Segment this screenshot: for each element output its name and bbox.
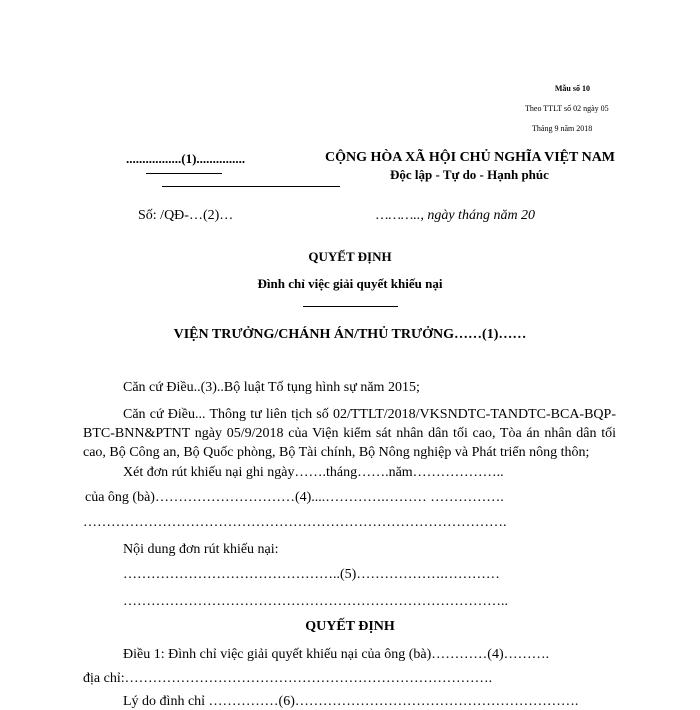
review-statement: Xét đơn rút khiếu nại ghi ngày…….tháng…….năm……………….. [123,465,504,480]
dotted-line: ………………………………………………………………………………. [83,515,507,530]
article-1: Điều 1: Đình chỉ việc giải quyết khiếu nại của ông (bà)…………(4)………. [123,647,550,662]
content-line-1: ………………………………………..(5)……………….………… [123,567,500,582]
title-underline [303,306,398,307]
form-basis: Theo TTLT số 02 ngày 05 [525,104,609,113]
complainant-line: của ông (bà)…………………………(4)....………….……… ……………. [85,490,504,505]
issuing-agency: .................(1)............... [126,151,246,166]
cut-off-line: Lý do đình chỉ ……………(6)……………………………………………………. [123,694,579,709]
form-date: Tháng 9 năm 2018 [532,124,593,133]
document-subtitle: Đình chỉ việc giải quyết khiếu nại [257,276,443,291]
national-motto: Độc lập - Tự do - Hạnh phúc [390,167,549,182]
agency-underline-long [162,186,340,187]
address-line: địa chỉ:……………………………………………………………………. [83,671,493,686]
document-number: Số: /QĐ-…(2)… [138,208,234,223]
legal-basis-1: Căn cứ Điều..(3)..Bộ luật Tố tụng hình sự năm 2015; [123,380,420,395]
content-line-2: ……………………………………………………………………….. [123,594,508,609]
legal-basis-2: Căn cứ Điều... Thông tư liên tịch số 02/TTLT/2018/VKSNDTC-TANDTC-BCA-BQP-BTC-BNN&PTNT ngày 05/9/2018 của Viện kiểm sát nhân dân tối cao, Tòa án nhân dân tối cao, Bộ Công an, Bộ Quốc phòng, Bộ Tài chính, Bộ Nông nghiệp và Phát triển nông thôn; [83,407,616,460]
content-label: Nội dung đơn rút khiếu nại: [123,542,279,557]
nation-name: CỘNG HÒA XÃ HỘI CHỦ NGHĨA VIỆT NAM [325,150,616,165]
issuing-authority: VIỆN TRƯỞNG/CHÁNH ÁN/THỦ TRƯỞNG……(1)…… [173,327,527,342]
document-title: QUYẾT ĐỊNH [308,249,392,264]
form-number: Mẫu số 10 [554,84,590,93]
decision-heading: QUYẾT ĐỊNH [305,619,395,634]
agency-underline-short [146,173,222,174]
place-and-date: ……….., ngày tháng năm 20 [376,208,536,223]
